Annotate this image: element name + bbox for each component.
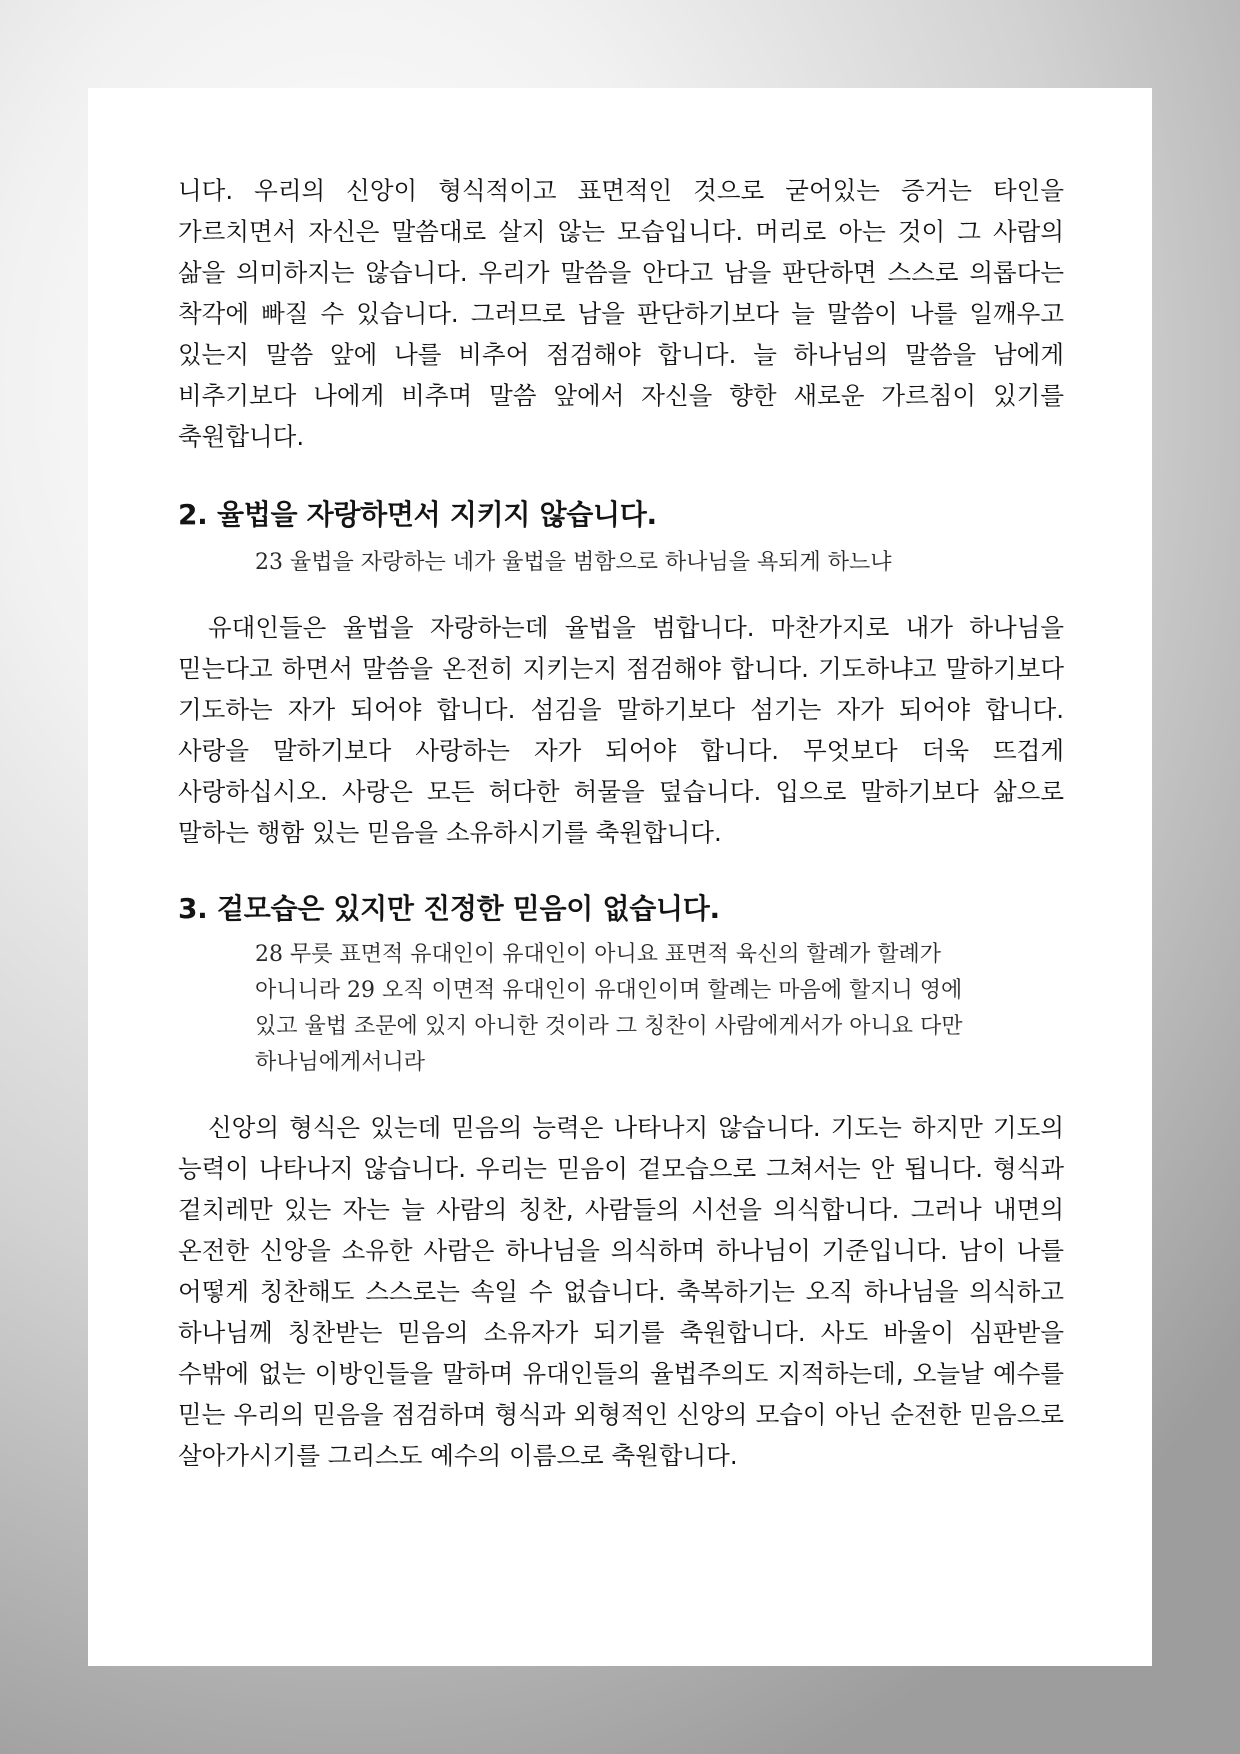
document-page [88,88,1152,1666]
intro-paragraph: 니다. 우리의 신앙이 형식적이고 표면적인 것으로 굳어있는 증거는 타인을 가르치면서 자신은 말씀대로 살지 않는 모습입니다. 머리로 아는 것이 그 사람의 삶을 의미하지는 않습니다. 우리가 말씀을 안다고 남을 판단하면 스스로 의롭다는 착각에 빠질 수 있습니다. 그러므로 남을 판단하기보다 늘 말씀이 나를 일깨우고 있는지 말씀 앞에 나를 비추어 점검해야 합니다. 늘 하나님의 말씀을 남에게 비추기보다 나에게 비추며 말씀 앞에서 자신을 향한 새로운 가르침이 있기를 축원합니다. [178,176,1064,451]
section-2-heading: 2. 율법을 자랑하면서 지키지 않습니다. [178,498,657,531]
section-3-body: 신앙의 형식은 있는데 믿음의 능력은 나타나지 않습니다. 기도는 하지만 기도의 능력이 나타나지 않습니다. 우리는 믿음이 겉모습으로 그쳐서는 안 됩니다. 형식과 겉치레만 있는 자는 늘 사람의 칭찬, 사람들의 시선을 의식합니다. 그러나 내면의 온전한 신앙을 소유한 사람은 하나님을 의식하며 하나님이 기준입니다. 남이 나를 어떻게 칭찬해도 스스로는 속일 수 없습니다. 축복하기는 오직 하나님을 의식하고 하나님께 칭찬받는 믿음의 소유자가 되기를 축원합니다. 사도 바울이 심판받을 수밖에 없는 이방인들을 말하며 유대인들의 율법주의도 지적하는데, 오늘날 예수를 믿는 우리의 믿음을 점검하며 형식과 외형적인 신앙의 모습이 아닌 순전한 믿음으로 살아가시기를 그리스도 예수의 이름으로 축원합니다. [178,1113,1064,1470]
section-3-verse: 28 무릇 표면적 유대인이 유대인이 아니요 표면적 육신의 할례가 할례가 아니니라 29 오직 이면적 유대인이 유대인이며 할례는 마음에 할지니 영에 있고 율법 조문에 있지 아니한 것이라 그 칭찬이 사람에게서가 아니요 다만 하나님에게서니라 [255,942,963,1075]
section-3-heading: 3. 겉모습은 있지만 진정한 믿음이 없습니다. [178,892,720,925]
section-2-body: 유대인들은 율법을 자랑하는데 율법을 범합니다. 마찬가지로 내가 하나님을 믿는다고 하면서 말씀을 온전히 지키는지 점검해야 합니다. 기도하냐고 말하기보다 기도하는 자가 되어야 합니다. 섬김을 말하기보다 섬기는 자가 되어야 합니다. 사랑을 말하기보다 사랑하는 자가 되어야 합니다. 무엇보다 더욱 뜨겁게 사랑하십시오. 사랑은 모든 허다한 허물을 덮습니다. 입으로 말하기보다 삶으로 말하는 행함 있는 믿음을 소유하시기를 축원합니다. [178,613,1064,847]
section-2-verse: 23 율법을 자랑하는 네가 율법을 범함으로 하나님을 욕되게 하느냐 [255,550,892,575]
